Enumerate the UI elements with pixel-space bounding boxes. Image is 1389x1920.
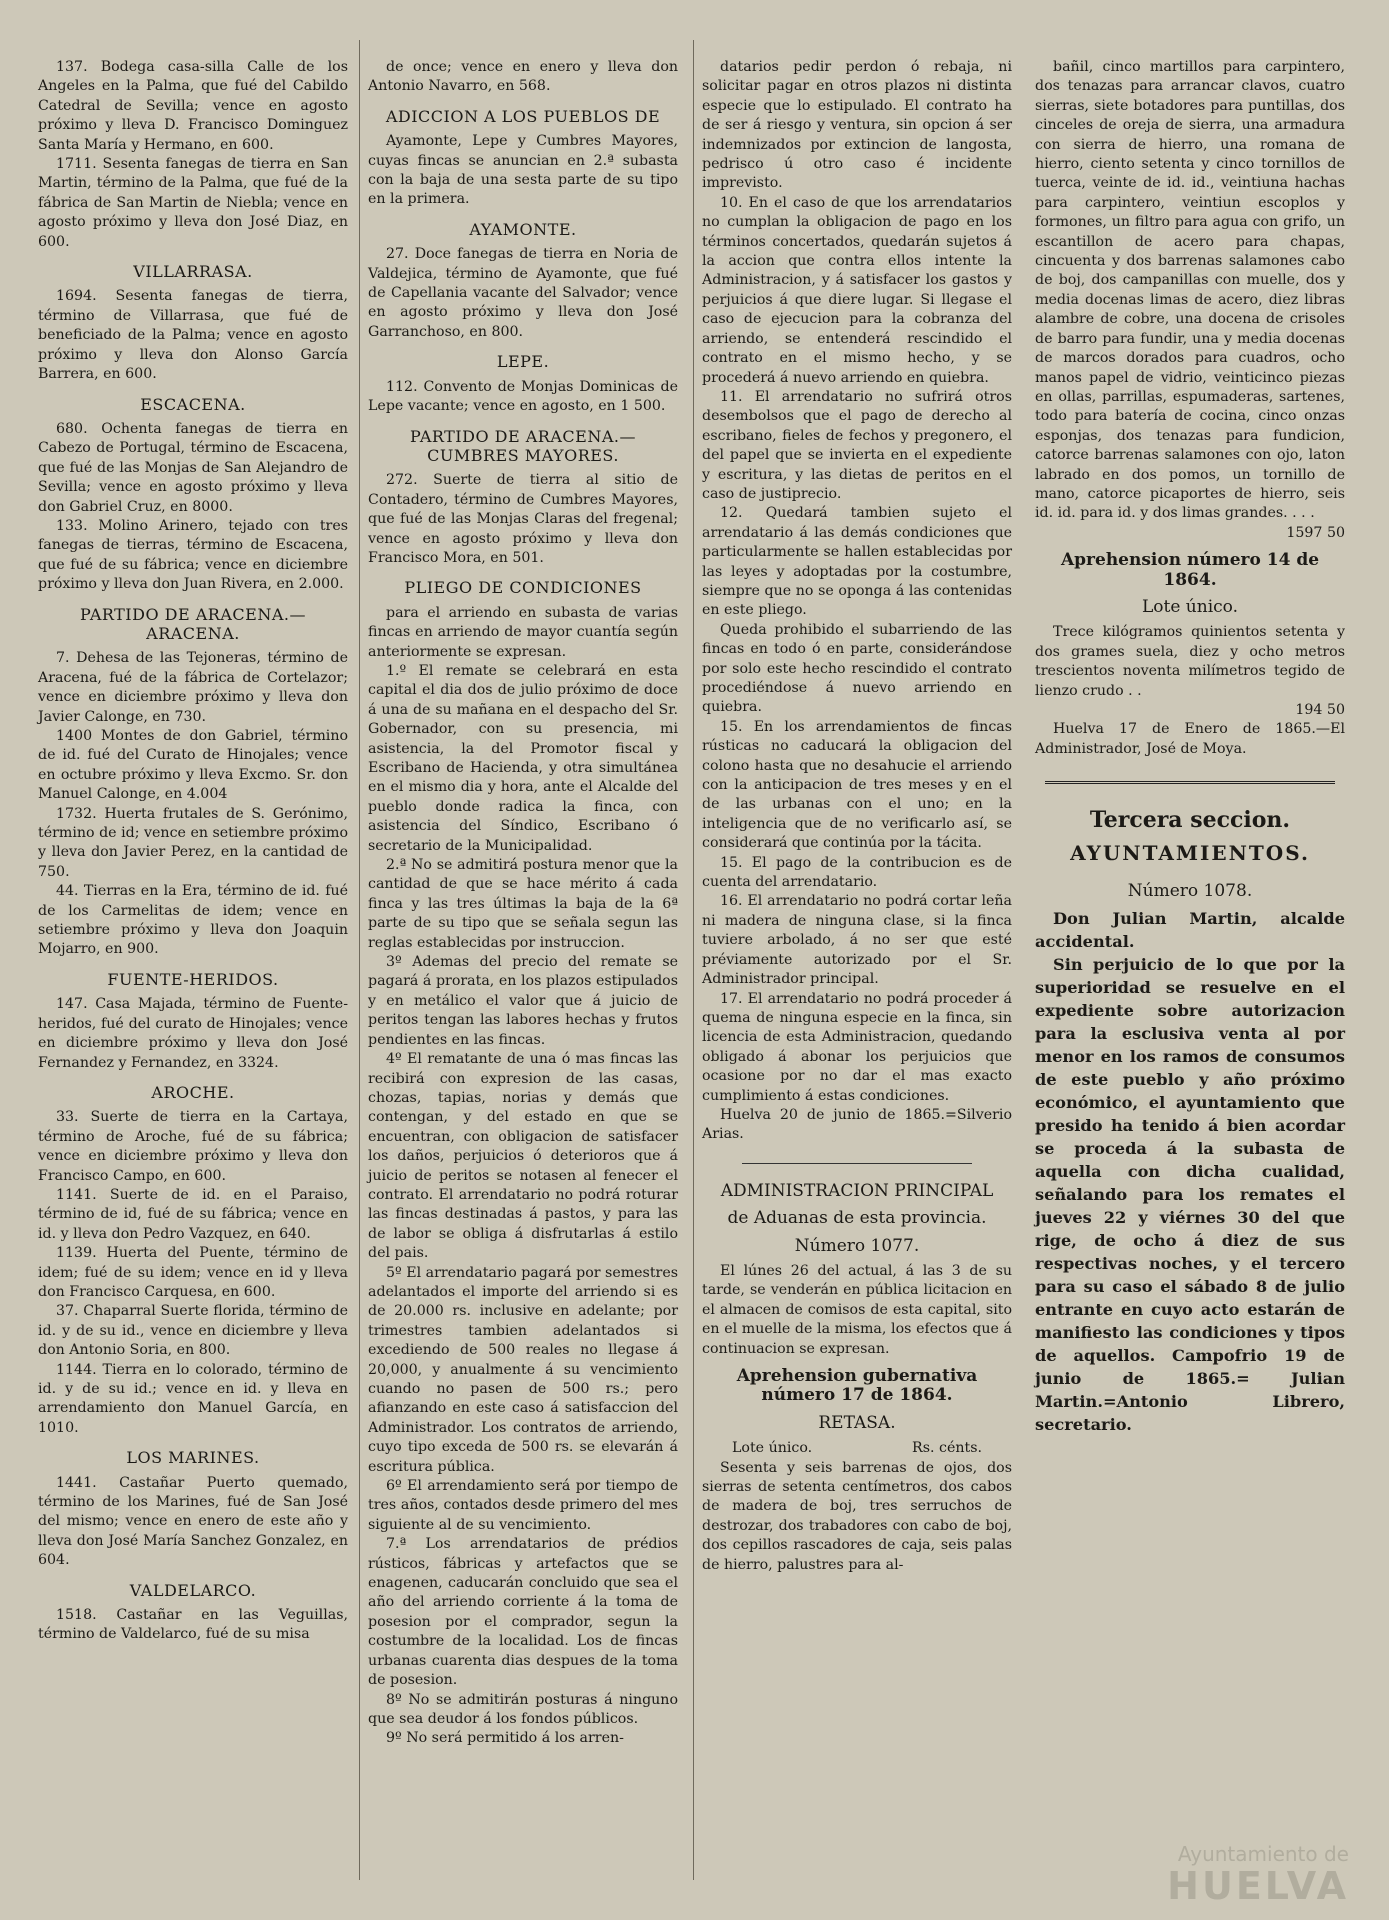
- entry-continued: de once; vence en enero y lleva don Antonio Navarro, en 568.: [368, 59, 678, 95]
- condition-15b: 15. El pago de la contribucion es de cuenta del arrendatario.: [702, 854, 1012, 891]
- heading-los-marines: LOS MARINES.: [126, 1448, 260, 1468]
- divider: [742, 1163, 972, 1164]
- condition-12: 12. Quedará tambien sujeto el arrendatario á las demás condiciones que particularmente se hallen establecidas por las leyes y adoptadas por la costumbre, siempre que no se oponga á las contenidas en este pliego.: [702, 505, 1012, 619]
- condition-16: 16. El arrendatario no podrá cortar leña ni madera de ninguna clase, si la finca tuviere arbolado, á no ser que esté préviamente autorizado por el Sr. Administrador principal.: [702, 893, 1012, 988]
- entry-137: 137. Bodega casa-silla Calle de los Angeles en la Palma, que fué del Cabildo Catedral de Sevilla; vence en agosto próximo y lleva D. Francisco Dominguez Santa María y Hermano, en 600.: [38, 59, 348, 153]
- adiccion-text: Ayamonte, Lepe y Cumbres Mayores, cuyas fincas se anuncian en 2.ª subasta con la baja de una sesta parte de su tipo en la primera.: [368, 133, 678, 208]
- entry-1144: 1144. Tierra en lo colorado, término de id. y de su id.; vence en id. y lleva en arrendamiento don Manuel García, en 1010.: [38, 1361, 348, 1436]
- alcalde-text: Sin perjuicio de lo que por la superioridad se resuelve en el expediente sobre autorizacion para la esclusiva venta al por menor en los ramos de consumos de este pueblo y año próximo económico, el ayuntamiento que presido ha tenido á bien acordar se proceda á la subasta de aquella con dicha cualidad, señalando para los remates el jueves 22 y viérnes 30 del que rige, de ocho á diez de sus respectivas noches, y el tercero para su caso el sábado 8 de julio entrante en cuyo acto estarán de manifiesto las condiciones y tipos de aquellos. Campofrio 19 de junio de 1865.= Julian Martin.=Antonio Librero, secretario.: [1035, 955, 1345, 1435]
- heading-aroche: AROCHE.: [151, 1082, 235, 1102]
- heading-ayamonte: AYAMONTE.: [469, 219, 577, 239]
- heading-ayuntamientos: AYUNTAMIENTOS.: [1070, 841, 1310, 866]
- entry-1400: 1400 Montes de don Gabriel, término de id. fué del Curato de Hinojales; vence en octubre próximo y lleva Excmo. Sr. don Manuel Calonge, en 4.004: [38, 728, 348, 803]
- entry-680: 680. Ochenta fanegas de tierra en Cabezo de Portugal, término de Escacena, que fué de las Monjas de San Alejandro de Sevilla; vence en agosto próximo y lleva don Gabriel Cruz, en 8000.: [38, 420, 348, 515]
- signature: Huelva 17 de Enero de 1865.—El Administrador, José de Moya.: [1035, 721, 1345, 757]
- heading-villarrasa: VILLARRASA.: [133, 262, 253, 282]
- heading-lepe: LEPE.: [496, 352, 550, 372]
- condition-1: 1.º El remate se celebrará en esta capital el dia dos de julio próximo de doce á una de su mañana en el despacho del Sr. Gobernador, con su presencia, mi asistencia, la del Promotor fiscal y Escribano de Hacienda, y otra simultánea en el mismo dia y hora, ante el Alcalde del pueblo donde radica la finca, con asistencia del Síndico, Escribano ó secretario de la Municipalidad.: [368, 662, 678, 854]
- condition-2: 2.ª No se admitirá postura menor que la cantidad de que se hace mérito á cada finca y las tres últimas la baja de la 6ª parte de su tipo que se señala segun las reglas establecidas por instruccion.: [368, 857, 678, 951]
- entry-1732: 1732. Huerta frutales de S. Gerónimo, término de id; vence en setiembre próximo y lleva don Javier Perez, en la cantidad de 750.: [38, 805, 348, 880]
- entry-7: 7. Dehesa de las Tejoneras, término de Aracena, fué de la fábrica de Cortelazor; vence en diciembre próximo y lleva don Javier Calonge, en 730.: [38, 650, 348, 725]
- condition-9: 9º No será permitido á los arren-: [386, 1730, 624, 1747]
- entry-1141: 1141. Suerte de id. en el Paraiso, término de id, fué de su fábrica; vence en id. y lleva don Pedro Vazquez, en 640.: [38, 1186, 348, 1242]
- condition-5: 5º El arrendatario pagará por semestres adelantados el importe del arriendo si es de 20.000 rs. inclusive en adelante; por trimestres tambien adelantados si excediendo de 500 reales no llegase á 20,000, y anualmente á su vencimiento cuando no pasen de 500 rs.; pero afianzando en este caso á satisfaccion del Administrador. Los contratos de arriendo, cuyo tipo exceda de 500 rs. se elevarán á escritura pública.: [368, 1264, 678, 1475]
- column-divider: [693, 40, 694, 1880]
- condition-10: 10. En el caso de que los arrendatarios no cumplan la obligacion de pago en los términos concertados, quedarán sujetos á la accion que contra ellos intente la Administracion, y á satisfacer los gastos y perjuicios á que diere lugar. Si llegase el caso de ejecucion para la cobranza del arriendo, se entenderá rescindido el contrato en el mismo hecho, y se procederá á nuevo arriendo en quiebra.: [702, 194, 1012, 386]
- condition-6: 6º El arrendamiento será por tiempo de tres años, contados desde primero del mes siguiente al de su vencimiento.: [368, 1478, 678, 1533]
- number: Número 1077.: [794, 1235, 920, 1256]
- condition-8: 8º No se admitirán posturas á ninguno que sea deudor á los fondos públicos.: [368, 1691, 678, 1727]
- entry-27: 27. Doce fanegas de tierra en Noria de Valdejica, término de Ayamonte, que fué de Capellania vacante del Salvador; vence en agosto próximo y lleva don José Garranchoso, en 800.: [368, 246, 678, 340]
- entry-1518: 1518. Castañar en las Veguillas, término de Valdelarco, fué de su misa: [38, 1607, 348, 1643]
- lot-header: [702, 1439, 1012, 1458]
- lot-label: Lote único.: [732, 1440, 813, 1457]
- column-1: [38, 58, 348, 1645]
- retasa: RETASA.: [818, 1412, 896, 1433]
- entry-1139: 1139. Huerta del Puente, término de idem; fué de su idem; vence en id y lleva don Francisco Carquesa, en 600.: [38, 1245, 348, 1300]
- heading-valdelarco: VALDELARCO.: [129, 1580, 257, 1600]
- entry-1441: 1441. Castañar Puerto quemado, término de los Marines, fué de San José del mismo; vence en enero de este año y lleva don José María Sanchez Gonzalez, en 604.: [38, 1474, 348, 1569]
- pliego-intro: para el arriendo en subasta de varias fincas en arriendo de mayor cuantía según anteriormente se expresan.: [368, 604, 678, 660]
- heading-pliego: PLIEGO DE CONDICIONES: [404, 578, 642, 598]
- amount: 1597 50: [1286, 524, 1345, 541]
- amount: 194 50: [1295, 702, 1345, 718]
- condition-4: 4º El rematante de una ó mas fincas las recibirá con expresion de las casas, chozas, tapias, norias y demás que contengan, y del estado en que se encuentran, con obligacion de satisfacer los daños, perjuicios ó deterioros que á juicio de peritos se notasen al fenecer el contrato. El arrendatario no podrá roturar las fincas destinadas á pastos, y para las de labor se obliga á disfrutarlas á estilo del pais.: [368, 1051, 678, 1262]
- condition-15a: 15. En los arrendamientos de fincas rústicas no caducará la obligacion del colono hasta que no desahucie el arriendo con la anticipacion de tres meses y en el de las urbanas con el uno; en la inteligencia que de no verificarlo así, se considerará que continúa por la tácita.: [702, 718, 1012, 852]
- entry-44: 44. Tierras en la Era, término de id. fué de los Carmelitas de idem; vence en setiembre próximo y lleva don Joaquin Mojarro, en 900.: [38, 883, 348, 958]
- section-title: Tercera seccion.: [1089, 807, 1291, 834]
- lot-description-cont: bañil, cinco martillos para carpintero, dos tenazas para arrancar clavos, cuatro sierras, siete botadores para puntillas, dos cinceles de oreja de sierra, una armadura con sierra de hierro, una romana de hierro, ciento setenta y cinco tornillos de tuerca, veinte de id. id., veintiuna hachas para carpintero, veintiun escoplos y formones, un filtro para agua con grifo, un escantillon de acero para chapas, cincuenta y dos barrenas salamones cabo de boj, dos campanillas con muelle, dos y media docenas limas de acero, diez libras alambre de cobre, una docena de crisoles de barro para fundir, una y media docenas de marcos dorados para cuadros, ocho manos papel de vidrio, veinticinco piezas en ollas, parrillas, espumaderas, sartenes, todo para batería de cocina, cinco onzas esponjas, dos tenazas para fundicion, catorce barrenas salamones con ojo, laton labrado en dos pomos, un tornillo de mano, catorce picaportes de hierro, seis id. id. para id. y dos limas grandes. . . .: [1035, 59, 1345, 522]
- column-3: [702, 58, 1012, 1575]
- heading-escacena: ESCACENA.: [140, 394, 246, 414]
- heading-aracena: PARTIDO DE ARACENA.—ARACENA.: [80, 604, 306, 643]
- lot-description: Sesenta y seis barrenas de ojos, dos sierras de setenta centímetros, dos cabos de madera de boj, tres serruchos de destrozar, dos trabadores con cabo de boj, dos cepillos rascadores de caja, seis palas de hierro, palustres para al-: [702, 1459, 1012, 1573]
- heading-fuente-heridos: FUENTE-HERIDOS.: [107, 969, 279, 989]
- lot-14-description: Trece kilógramos quinientos setenta y dos grames suela, diez y ocho metros trescientos noventa milímetros tegido de lienzo crudo . .: [1035, 624, 1345, 699]
- column-divider: [359, 40, 360, 1880]
- entry-272: 272. Suerte de tierra al sitio de Contadero, término de Cumbres Mayores, que fué de las Monjas Claras del fregenal; vence en agosto próximo y lleva don Francisco Mora, en 501.: [368, 472, 678, 566]
- alcalde-title: Don Julian Martin, alcalde accidental.: [1035, 909, 1345, 952]
- column-4: [1035, 58, 1345, 1436]
- watermark-line1: Ayuntamiento de: [1177, 1842, 1349, 1866]
- entry-112: 112. Convento de Monjas Dominicas de Lepe vacante; vence en agosto, en 1 500.: [368, 378, 678, 415]
- condition-3: 3º Ademas del precio del remate se pagará á prorata, en los plazos estipulados y en metálico el valor que á juicio de peritos tengan las labores hechas y frutos pendientes en las fincas.: [368, 954, 678, 1048]
- entry-37: 37. Chaparral Suerte florida, término de id. y de su id., vence en diciembre y lleva don Antonio Soria, en 800.: [38, 1303, 348, 1359]
- condition-9-cont: datarios pedir perdon ó rebaja, ni solicitar pagar en otros plazos ni distinta especie que lo estipulado. El contrato ha de ser á riesgo y ventura, sin opcion á ser indemnizados por extincion de langosta, pedrisco ú otro caso é incidente imprevisto.: [702, 59, 1012, 192]
- entry-33: 33. Suerte de tierra en la Cartaya, término de Aroche, fué de su fábrica; vence en diciembre próximo y lleva don Francisco Campo, en 600.: [38, 1109, 348, 1184]
- condition-17: 17. El arrendatario no podrá proceder á quema de ninguna especie en la finca, sin licencia de esta Administracion, quedando obligado á abonar los perjuicios que ocasione por no dar el mas exacto cumplimiento á estas condiciones.: [702, 990, 1012, 1104]
- currency-label: Rs. cénts.: [912, 1440, 982, 1457]
- signature: Huelva 20 de junio de 1865.=Silverio Arias.: [702, 1106, 1012, 1143]
- heading-adiccion: ADICCION A LOS PUEBLOS DE: [385, 106, 661, 126]
- watermark-line2: HUELVA: [1167, 1864, 1349, 1908]
- condition-11: 11. El arrendatario no sufrirá otros desembolsos que el pago de derecho al escribano, fieles de fechos y pregonero, el del papel que se invierta en el expediente y escritura, y las dietas de peritos en el caso de justiprecio.: [702, 388, 1012, 502]
- watermark: [1099, 1842, 1349, 1908]
- heading-aduanas: de Aduanas de esta provincia.: [727, 1208, 987, 1229]
- entry-133: 133. Molino Arinero, tejado con tres fanegas de tierras, término de Escacena, que fué de su fábrica; vence en diciembre próximo y lleva don Juan Rivera, en 2.000.: [38, 517, 348, 593]
- heading-aprehension-14: Aprehension número 14 de 1864.: [1060, 550, 1320, 590]
- entry-1711: 1711. Sesenta fanegas de tierra en San Martin, término de la Palma, que fué de la fábrica de San Martin de Niebla; vence en agosto próximo y lleva don José Diaz, en 600.: [38, 156, 348, 250]
- number: Número 1078.: [1127, 880, 1253, 901]
- heading-aprehension: Aprehension gubernativa número 17 de 1864.: [736, 1366, 978, 1406]
- heading-cumbres: PARTIDO DE ARACENA.—CUMBRES MAYORES.: [410, 426, 636, 465]
- condition-7: 7.ª Los arrendatarios de prédios rústicos, fábricas y artefactos que se enagenen, caducarán concluido que sea el año del arriendo corriente á la toma de posesion por el comprador, segun la costumbre de la localidad. Los de fincas urbanas cuarenta dias despues de la toma de posesion.: [368, 1536, 678, 1689]
- heading-administracion: ADMINISTRACION PRINCIPAL: [720, 1180, 994, 1201]
- prohibition: Queda prohibido el subarriendo de las fincas en todo ó en parte, considerándose por solo este hecho rescindido el contrato procediéndose á nuevo arriendo en quiebra.: [702, 621, 1012, 716]
- column-2: [368, 58, 678, 1749]
- entry-1694: 1694. Sesenta fanegas de tierra, término de Villarrasa, que fué de beneficiado de la Palma; vence en agosto próximo y lleva don Alonso García Barrera, en 600.: [38, 288, 348, 383]
- divider: [1045, 781, 1335, 784]
- sale-notice: El lúnes 26 del actual, á las 3 de su tarde, se venderán en pública licitacion en el almacen de comisos de esta capital, sito en el muelle de la misma, los efectos que á continuacion se expresan.: [702, 1262, 1012, 1357]
- entry-147: 147. Casa Majada, término de Fuente-heridos, fué del curato de Hinojales; vence en diciembre próximo y lleva don José Fernandez y Fernandez, en 3324.: [38, 996, 348, 1071]
- lot-label: Lote único.: [1141, 596, 1238, 617]
- alcalde-notice: [1035, 907, 1345, 1436]
